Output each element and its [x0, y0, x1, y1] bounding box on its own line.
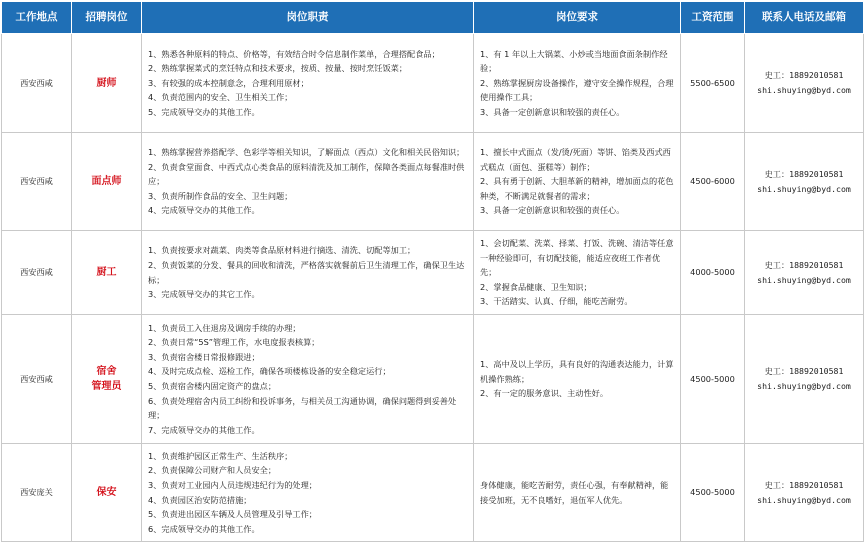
duty-item: 1、负责按要求对蔬菜、肉类等食品原材料进行摘选、清洗、切配等加工； [148, 245, 416, 256]
requirements-cell [474, 444, 681, 542]
duty-item: 3、有较强的成本控制意念，合理利用原材； [148, 77, 309, 88]
location-cell: 西安西咸 [2, 231, 72, 315]
contact-email[interactable]: shi.shuying@byd.com [757, 494, 851, 505]
recruitment-table [1, 1, 864, 542]
contact-phone: 史工：18892010581 [764, 366, 844, 377]
contact-email[interactable]: shi.shuying@byd.com [757, 85, 851, 95]
table-row [2, 34, 864, 133]
duty-item: 3、负责所制作食品的安全、卫生问题； [148, 190, 293, 201]
duty-item: 2、负责食堂面食、中西式点心类食品的原料清洗及加工制作，保障各类面点每餐准时供应； [148, 161, 465, 187]
requirement-item: 3、具备一定创新意识和较强的责任心。 [480, 106, 625, 117]
duty-item: 5、完成领导交办的其他工作。 [148, 106, 260, 117]
duties-cell [142, 315, 474, 444]
table-row [2, 231, 864, 315]
position-cell [72, 231, 142, 315]
duties-cell [142, 34, 474, 133]
contact-phone: 史工：18892010581 [764, 479, 844, 490]
location-cell: 西安西咸 [2, 34, 72, 133]
requirement-item: 1、高中及以上学历，具有良好的沟通表达能力，计算机操作熟练； [480, 359, 674, 384]
duty-item: 4、及时完成点检、巡检工作，确保各项楼栋设备的安全稳定运行； [148, 366, 391, 377]
duty-item: 1、熟练掌握营养搭配学、色彩学等相关知识，了解面点（西点）文化和相关民俗知识； [148, 147, 465, 158]
contact-cell [745, 231, 864, 315]
duty-item: 2、负责日常“5S”管理工作，水电度报表核算； [148, 337, 320, 348]
location-cell: 西安庞关 [2, 444, 72, 542]
header-duties: 岗位职责 [142, 2, 474, 34]
duties-cell [142, 133, 474, 231]
requirements-cell [474, 34, 681, 133]
header-salary: 工资范围 [681, 2, 745, 34]
header-row [2, 2, 864, 34]
contact-email[interactable]: shi.shuying@byd.com [757, 183, 851, 194]
duty-item: 4、完成领导交办的其他工作。 [148, 205, 260, 216]
requirement-item: 1、擅长中式面点（发/烫/死面）等饼、馅类及西式西式糕点（面包、蛋糕等）制作； [480, 147, 671, 172]
duties-cell [142, 231, 474, 315]
requirements-cell [474, 315, 681, 444]
duty-item: 1、负责维护园区正常生产、生活秩序； [148, 450, 293, 461]
position-name: 保安 [96, 487, 117, 498]
duty-item: 6、完成领导交办的其他工作。 [148, 523, 260, 534]
salary-cell: 4500-6000 [681, 133, 745, 231]
salary-cell: 4500-5000 [681, 315, 745, 444]
duty-item: 3、负责对工业园内人员违规违纪行为的处理； [148, 479, 317, 490]
header-contact: 联系人电话及邮箱 [745, 2, 864, 34]
contact-email[interactable]: shi.shuying@byd.com [757, 381, 851, 391]
contact-cell [745, 34, 864, 133]
duty-item: 2、负责保障公司财产和人员安全； [148, 465, 277, 476]
duty-item: 5、负责宿舍楼内固定资产的盘点； [148, 381, 277, 391]
duties-cell [142, 444, 474, 542]
position-name: 宿舍 [96, 366, 117, 377]
requirements-cell [474, 133, 681, 231]
position-cell [72, 34, 142, 133]
contact-email[interactable]: shi.shuying@byd.com [757, 274, 851, 285]
duty-item: 7、完成领导交办的其他工作。 [148, 424, 260, 435]
position-name: 厨师 [96, 77, 117, 89]
requirement-item: 身体健康，能吃苦耐劳，责任心强，有奉献精神，能接受加班，无不良嗜好，退伍军人优先。 [480, 479, 669, 505]
position-name: 管理员 [91, 381, 122, 392]
duty-item: 3、完成领导交办的其它工作。 [148, 289, 260, 300]
location-cell: 西安西咸 [2, 315, 72, 444]
salary-cell: 5500-6500 [681, 34, 745, 133]
table-row [2, 133, 864, 231]
position-name: 面点师 [91, 176, 122, 187]
duty-item: 5、负责进出园区车辆及人员管理及引导工作； [148, 509, 317, 520]
position-cell [72, 444, 142, 542]
contact-phone: 史工：18892010581 [764, 168, 844, 179]
position-cell [72, 315, 142, 444]
duty-item: 4、负责园区治安防范措施； [148, 494, 252, 505]
table-row [2, 315, 864, 444]
contact-phone: 史工：18892010581 [764, 70, 844, 81]
duty-item: 6、负责处理宿舍内员工纠纷和投诉事务，与相关员工沟通协调，确保问题得到妥善处理； [148, 395, 457, 421]
requirement-item: 2、有一定的服务意识、主动性好。 [480, 388, 609, 399]
location-cell: 西安西咸 [2, 133, 72, 231]
contact-cell [745, 444, 864, 542]
header-location: 工作地点 [2, 2, 72, 34]
requirement-item: 3、干活踏实、认真、仔细，能吃苦耐劳。 [480, 296, 633, 307]
contact-phone: 史工：18892010581 [764, 259, 844, 270]
requirement-item: 2、熟练掌握厨房设备操作，遵守安全操作规程，合理使用操作工具； [480, 77, 674, 103]
duty-item: 1、熟悉各种原料的特点、价格等，有效结合时令信息制作菜单，合理搭配食品； [148, 48, 440, 59]
duty-item: 1、负责员工入住退房及调房手续的办理； [148, 322, 301, 333]
table-row [2, 444, 864, 542]
requirement-item: 2、具有勇于创新、大胆革新的精神，增加面点的花色种类，不断满足就餐者的需求； [480, 176, 674, 201]
duty-item: 2、熟练掌握菜式的烹饪特点和技术要求，按质、按量、按时烹饪饭菜； [148, 63, 408, 74]
requirement-item: 1、会切配菜、洗菜、择菜、打饭、洗碗、清洁等任意一种经验即可，有切配技能，能适应夜班工作者优先； [480, 238, 674, 278]
requirements-cell [474, 231, 681, 315]
position-cell [72, 133, 142, 231]
salary-cell: 4000-5000 [681, 231, 745, 315]
duty-item: 3、负责宿舍楼日常报修跟进； [148, 351, 260, 362]
header-requirements: 岗位要求 [474, 2, 681, 34]
duty-item: 2、负责饭菜的分发、餐具的回收和清洗，严格落实就餐前后卫生清理工作，确保卫生达标； [148, 259, 465, 285]
requirement-item: 1、有 1 年以上大锅菜、小炒或当地面食面条制作经验； [480, 48, 668, 74]
requirement-item: 3、具备一定创新意识和较强的责任心。 [480, 205, 625, 216]
requirement-item: 2、掌握食品健康、卫生知识； [480, 281, 592, 292]
header-position: 招聘岗位 [72, 2, 142, 34]
contact-cell [745, 315, 864, 444]
contact-cell [745, 133, 864, 231]
position-name: 厨工 [96, 267, 117, 278]
salary-cell: 4500-5000 [681, 444, 745, 542]
duty-item: 4、负责范围内的安全、卫生相关工作； [148, 92, 293, 103]
